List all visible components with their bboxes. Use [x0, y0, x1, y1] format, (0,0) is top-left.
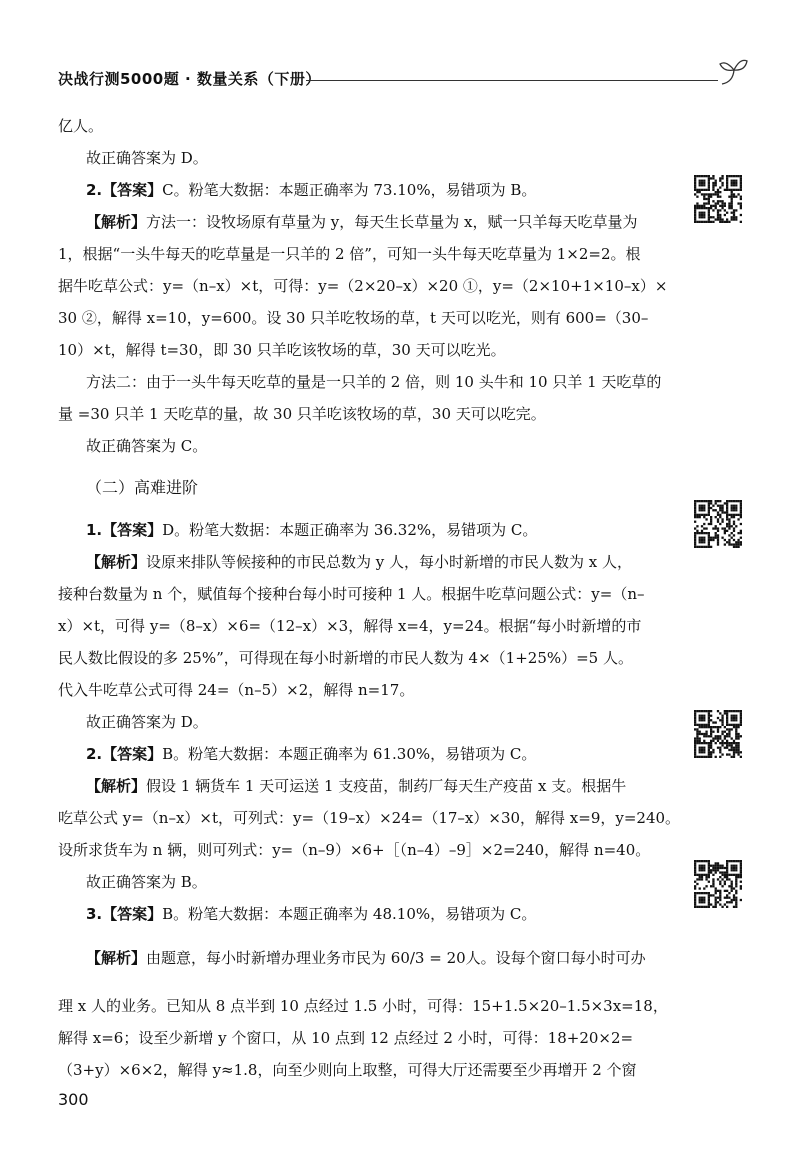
- text-line: [86, 738, 536, 770]
- line-text: 方法一：设牧场原有草量为 y，每天生长草量为 x，赋一只羊每天吃草量为: [146, 213, 638, 231]
- text-line: [58, 110, 103, 142]
- line-text: C。粉笔大数据：本题正确率为 73.10%，易错项为 B。: [162, 181, 537, 199]
- line-text: 1，根据“一头牛每天的吃草量是一只羊的 2 倍”，可知一头牛每天吃草量为 1×2=2。根: [58, 245, 641, 263]
- qr-code-2: [694, 500, 742, 548]
- line-text: 代入牛吃草公式可得 24=（n–5）×2，解得 n=17。: [58, 681, 415, 699]
- text-line: [58, 578, 644, 610]
- line-text: 方法二：由于一头牛每天吃草的量是一只羊的 2 倍，则 10 头牛和 10 只羊 1 天吃草的: [86, 373, 662, 391]
- text-line: [86, 770, 626, 802]
- answer-tag: 【解析】: [86, 777, 147, 795]
- text-line: [58, 270, 667, 302]
- text-line: [86, 706, 208, 738]
- leaf-icon: [718, 56, 748, 90]
- answer-tag: 2.【答案】: [86, 745, 163, 763]
- line-text: 理 x 人的业务。已知从 8 点半到 10 点经过 1.5 小时，可得：15+1.5×20–1.5×3x=18，: [58, 997, 668, 1015]
- line-text: 亿人。: [58, 117, 104, 135]
- line-text: 故正确答案为 D。: [86, 149, 208, 167]
- qr-code-4: [694, 860, 742, 908]
- text-line: [86, 142, 208, 174]
- text-line: [58, 834, 650, 866]
- text-line: [86, 206, 638, 238]
- answer-tag: 2.【答案】: [86, 181, 163, 199]
- line-text: 由题意，每小时新增办理业务市民为 60/3 = 20人。设每个窗口每小时可办: [146, 949, 646, 967]
- answer-tag: 1.【答案】: [86, 521, 163, 539]
- line-text: 解得 x=6；设至少新增 y 个窗口，从 10 点到 12 点经过 2 小时，可得：18+20×2=: [58, 1029, 634, 1047]
- running-header: [58, 58, 748, 98]
- text-line: [58, 990, 668, 1022]
- text-line: [58, 302, 648, 334]
- header-rule: [306, 80, 718, 81]
- text-line: [86, 546, 632, 578]
- line-text: 设所求货车为 n 辆，则可列式：y=（n–9）×6+［（n–4）–9］×2=240，解得 n=40。: [58, 841, 651, 859]
- text-line: [58, 1054, 637, 1086]
- text-line: [86, 366, 661, 398]
- line-text: 假设 1 辆货车 1 天可运送 1 支疫苗，制药厂每天生产疫苗 x 支。根据牛: [146, 777, 627, 795]
- qr-code-1: [694, 175, 742, 223]
- answer-tag: 3.【答案】: [86, 905, 163, 923]
- line-text: 吃草公式 y=（n–x）×t，可列式：y=（19–x）×24=（17–x）×30，解得 x=9，y=240。: [58, 809, 681, 827]
- section-heading: [86, 472, 198, 504]
- line-text: 故正确答案为 D。: [86, 713, 208, 731]
- page-number: 300: [58, 1090, 89, 1109]
- answer-tag: 【解析】: [86, 553, 147, 571]
- line-text: 民人数比假设的多 25%”，可得现在每小时新增的市民人数为 4×（1+25%）=5 人。: [58, 649, 633, 667]
- text-line: [58, 334, 506, 366]
- qr-code-3: [694, 710, 742, 758]
- text-line: [58, 610, 641, 642]
- text-line: [58, 398, 546, 430]
- line-text: x）×t，可得 y=（8–x）×6=（12–x）×3，解得 x=4，y=24。根据“每小时新增的市: [58, 617, 642, 635]
- text-line: [86, 174, 536, 206]
- answer-tag: 【解析】: [86, 213, 147, 231]
- line-text: 量 =30 只羊 1 天吃草的量，故 30 只羊吃该牧场的草，30 天可以吃完。: [58, 405, 546, 423]
- line-text: 接种台数量为 n 个，赋值每个接种台每小时可接种 1 人。根据牛吃草问题公式：y=（n–: [58, 585, 645, 603]
- line-text: 设原来排队等候接种的市民总数为 y 人，每小时新增的市民人数为 x 人，: [146, 553, 633, 571]
- line-text: B。粉笔大数据：本题正确率为 48.10%，易错项为 C。: [162, 905, 537, 923]
- text-line: [58, 674, 414, 706]
- line-text: 故正确答案为 B。: [86, 873, 207, 891]
- text-line: [58, 642, 633, 674]
- line-text: 据牛吃草公式：y=（n–x）×t，可得：y=（2×20–x）×20 ①，y=（2×10+1×10–x）×: [58, 277, 668, 295]
- line-text: （二）高难进阶: [86, 478, 199, 497]
- text-line: [58, 238, 641, 270]
- line-text: B。粉笔大数据：本题正确率为 61.30%，易错项为 C。: [162, 745, 537, 763]
- text-line: [86, 514, 537, 546]
- answer-tag: 【解析】: [86, 949, 147, 967]
- text-line: [86, 866, 207, 898]
- text-line: [58, 802, 680, 834]
- line-text: （3+y）×6×2，解得 y≈1.8，向至少则向上取整，可得大厅还需要至少再增开 2 个窗: [58, 1061, 637, 1079]
- text-line: [58, 1022, 633, 1054]
- line-text: 30 ②，解得 x=10，y=600。设 30 只羊吃牧场的草，t 天可以吃光，则有 600=（30–: [58, 309, 649, 327]
- book-title: 决战行测5000题 · 数量关系（下册）: [58, 70, 321, 88]
- text-line: [86, 430, 207, 462]
- line-text: D。粉笔大数据：本题正确率为 36.32%，易错项为 C。: [162, 521, 538, 539]
- text-line: [86, 942, 646, 974]
- line-text: 10）×t，解得 t=30，即 30 只羊吃该牧场的草，30 天可以吃光。: [58, 341, 506, 359]
- text-line: [86, 898, 536, 930]
- line-text: 故正确答案为 C。: [86, 437, 208, 455]
